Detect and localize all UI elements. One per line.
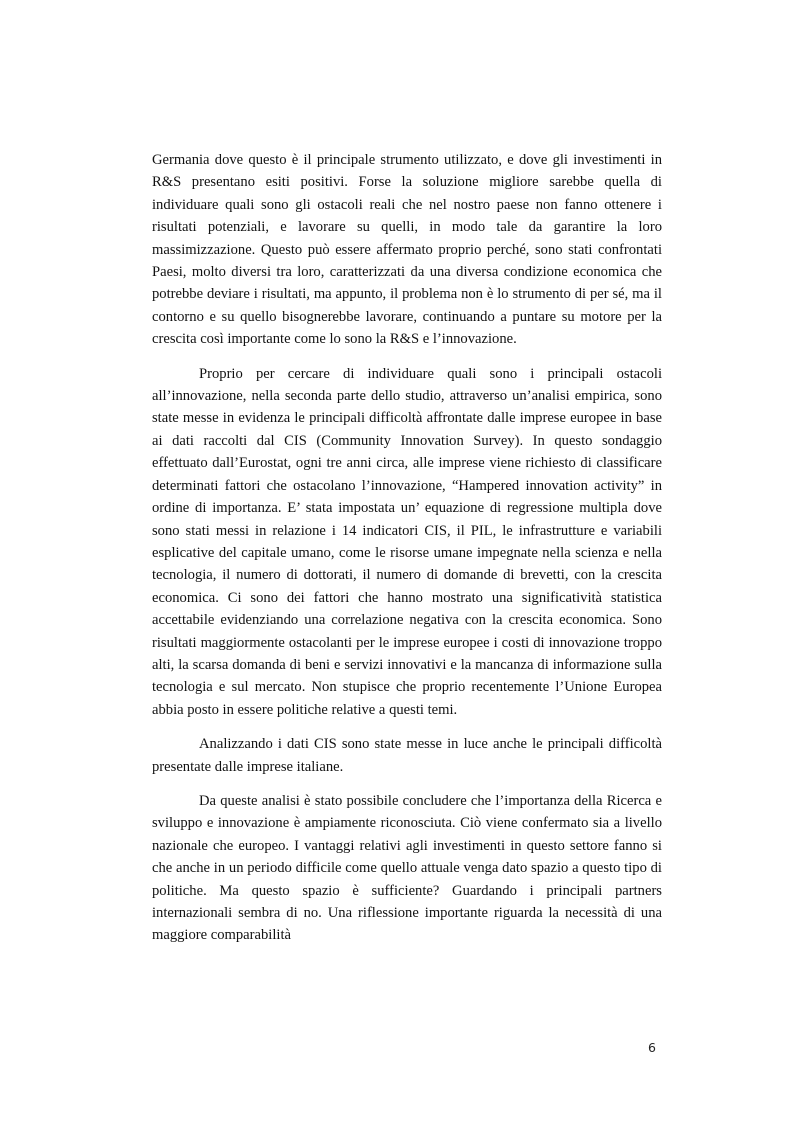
page-number: 6 xyxy=(648,1040,656,1055)
paragraph-obstacles-analysis: Proprio per cercare di individuare quali sono i principali ostacoli all’innovazione, nella seconda parte dello studio, attraverso un’analisi empirica, sono state messe in evidenza le principali difficoltà affrontate dalle imprese europee in base ai dati raccolti dal CIS (Community Innovation Survey). In questo sondaggio effettuato dall’Eurostat, ogni tre anni circa, alle imprese viene richiesto di classificare determinati fattori che ostacolano l’innovazione, “Hampered innovation activity” in ordine di importanza. E’ stata impostata un’ equazione di regressione multipla dove sono stati messi in relazione i 14 indicatori CIS, il PIL, le infrastrutture e variabili esplicative del capitale umano, come le risorse umane impegnate nella scienza e nella tecnologia, il numero di dottorati, il numero di domande di brevetti, con la crescita economica. Ci sono dei fattori che hanno mostrato una significatività statistica accettabile evidenziando una correlazione negativa con la crescita economica. Sono risultati maggiormente ostacolanti per le imprese europee i costi di innovazione troppo alti, la scarsa domanda di beni e servizi innovativi e la mancanza di informazione sulla tecnologia e sul mercato. Non stupisce che proprio recentemente l’Unione Europea abbia posto in essere politiche relative a questi temi. xyxy=(152,365,662,718)
paragraph-conclusion: Da queste analisi è stato possibile concludere che l’importanza della Ricerca e sviluppo e innovazione è ampiamente riconosciuta. Ciò viene confermato sia a livello nazionale che europeo. I vantaggi relativi agli investimenti in questo settore fanno si che anche in un periodo difficile come quello attuale venga dato spazio a questo tipo di politiche. Ma questo spazio è sufficiente? Guardando i principali partners internazionali sembra di no. Una riflessione importante riguarda la necessità di una maggiore comparabilità xyxy=(152,792,662,944)
paragraph-italian-firms: Analizzando i dati CIS sono state messe in luce anche le principali difficoltà presentate dalle imprese italiane. xyxy=(152,736,662,775)
page-body xyxy=(152,149,662,959)
paragraph-continuation: Germania dove questo è il principale strumento utilizzato, e dove gli investimenti in R&S presentano esiti positivi. Forse la soluzione migliore sarebbe quella di individuare quali sono gli ostacoli reali che nel nostro paese non fanno ottenere i risultati potenziali, e lavorare su quelli, in modo tale da garantire la loro massimizzazione. Questo può essere affermato proprio perché, sono stati confrontati Paesi, molto diversi tra loro, caratterizzati da una diversa condizione economica che potrebbe deviare i risultati, ma appunto, il problema non è lo strumento di per sé, ma il contorno e su quello bisognerebbe lavorare, continuando a puntare su motore per la crescita così importante come lo sono la R&S e l’innovazione. xyxy=(152,152,662,348)
